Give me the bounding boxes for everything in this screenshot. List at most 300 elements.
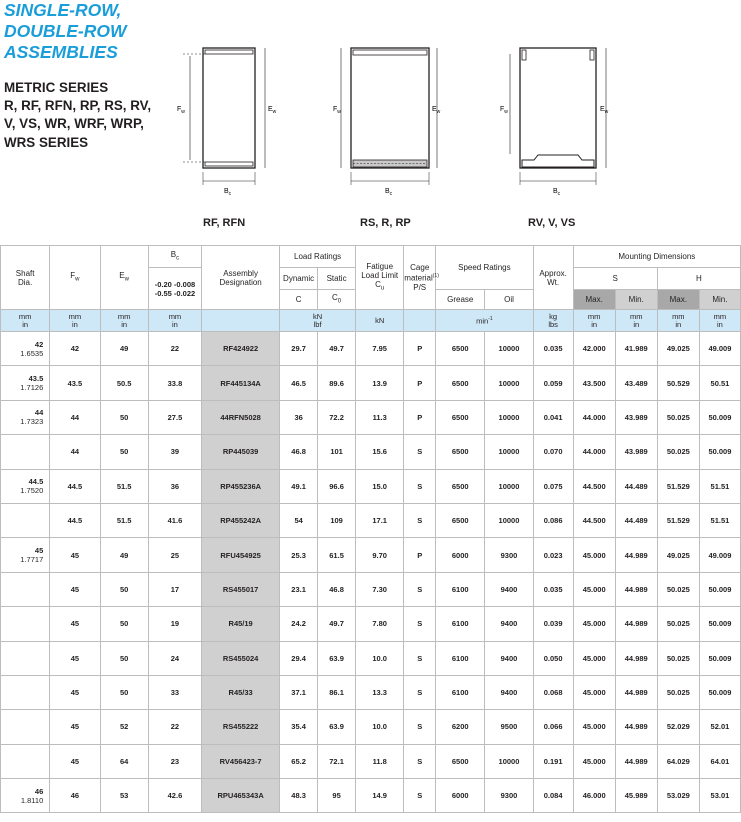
- h-max-cell: 64.029: [657, 744, 699, 778]
- shaft-in: 1.7126: [20, 383, 44, 393]
- table-row: [1, 435, 741, 469]
- unit-ew: [100, 310, 148, 332]
- cage-cell: S: [404, 503, 436, 537]
- unit-h-max: [657, 310, 699, 332]
- col-static: Static: [318, 268, 356, 290]
- table-row: [1, 710, 741, 744]
- fatigue-cell: 10.0: [356, 641, 404, 675]
- h-max-cell: 49.025: [657, 538, 699, 572]
- s-min-cell: 44.489: [615, 503, 657, 537]
- cage-cell: P: [404, 400, 436, 434]
- cage-cell: S: [404, 744, 436, 778]
- col-assembly: [202, 246, 280, 310]
- fw-symbol: F: [70, 270, 76, 280]
- static-cell: 89.6: [318, 366, 356, 400]
- h-min-cell: 49.009: [699, 538, 740, 572]
- ps-label: P/S: [413, 282, 427, 292]
- h-min-cell: 51.51: [699, 503, 740, 537]
- oil-cell: 10000: [485, 744, 533, 778]
- ew-subscript: w: [124, 276, 129, 283]
- grease-cell: 6200: [436, 710, 485, 744]
- ew-cell: 50: [100, 572, 148, 606]
- s-max-cell: 45.000: [573, 744, 615, 778]
- unit-load: [280, 310, 356, 332]
- designation-cell: RF445134A: [202, 366, 280, 400]
- grease-cell: 6500: [436, 435, 485, 469]
- s-min-cell: 43.989: [615, 400, 657, 434]
- fw-cell: 45: [50, 572, 100, 606]
- cage-cell: P: [404, 538, 436, 572]
- oil-cell: 9500: [485, 710, 533, 744]
- bc-cell: 17: [148, 572, 201, 606]
- ew-label: $E_w$: [268, 106, 277, 115]
- designation-cell: R45/19: [202, 607, 280, 641]
- unit-in: in: [717, 319, 723, 329]
- ew-cell: 52: [100, 710, 148, 744]
- dynamic-cell: 29.4: [280, 641, 318, 675]
- shaft-dia-cell: [1, 607, 50, 641]
- cage-cell: S: [404, 710, 436, 744]
- col-grease: Grease: [436, 290, 485, 310]
- bc-cell: 27.5: [148, 400, 201, 434]
- s-min-cell: 44.989: [615, 538, 657, 572]
- series-line-3: V, VS, WR, WRF, WRP,: [4, 116, 144, 132]
- ew-cell: 50: [100, 400, 148, 434]
- bc-cell: 23: [148, 744, 201, 778]
- col-approx-wt: [533, 246, 573, 310]
- bc-label: $B_c$: [553, 188, 561, 197]
- bottom-flange: [205, 162, 253, 166]
- col-shaft-dia: [1, 246, 50, 310]
- static-cell: 95: [318, 779, 356, 813]
- bc-label: $B_c$: [385, 188, 393, 197]
- cage-cell: S: [404, 779, 436, 813]
- col-bc: [148, 246, 201, 268]
- weight-cell: 0.059: [533, 366, 573, 400]
- shaft-in: 1.8110: [20, 795, 44, 805]
- designation-cell: RS455024: [202, 641, 280, 675]
- grease-cell: 6500: [436, 469, 485, 503]
- ew-cell: 50: [100, 641, 148, 675]
- shaft-in: 1.7717: [20, 555, 44, 565]
- footnote-marker: (1): [432, 273, 439, 280]
- s-max-cell: 43.500: [573, 366, 615, 400]
- col-fw: [50, 246, 100, 310]
- col-ew: [100, 246, 148, 310]
- designation-cell: RS455222: [202, 710, 280, 744]
- fw-label: $F_w$: [333, 106, 341, 115]
- s-max-cell: 42.000: [573, 332, 615, 366]
- shaft-dia-cell: [1, 435, 50, 469]
- h-min-cell: 53.01: [699, 779, 740, 813]
- table-row: [1, 538, 741, 572]
- unit-in: in: [172, 319, 178, 329]
- unit-lbf: lbf: [313, 319, 322, 329]
- c0-symbol: C: [332, 292, 338, 302]
- static-cell: 63.9: [318, 710, 356, 744]
- col-cage: [404, 246, 439, 310]
- fatigue-cell: 7.80: [356, 607, 404, 641]
- unit-mm: mm: [587, 311, 601, 321]
- title-line-2: DOUBLE-ROW: [4, 21, 127, 41]
- weight-cell: 0.068: [533, 675, 573, 709]
- unit-fatigue: kN: [356, 310, 404, 332]
- unit-s-max: [573, 310, 615, 332]
- weight-cell: 0.086: [533, 503, 573, 537]
- fatigue-cell: 7.95: [356, 332, 404, 366]
- series-line-4: WRS SERIES: [4, 134, 89, 150]
- outer-ring-outline: [203, 48, 255, 168]
- bc-cell: 19: [148, 607, 201, 641]
- unit-mm: mm: [168, 311, 182, 321]
- bc-cell: 24: [148, 641, 201, 675]
- weight-cell: 0.035: [533, 332, 573, 366]
- col-speed-ratings: Speed Ratings: [436, 246, 534, 290]
- dynamic-cell: 35.4: [280, 710, 318, 744]
- col-load-ratings: Load Ratings: [280, 246, 356, 268]
- oil-cell: 9400: [485, 641, 533, 675]
- bc-cell: 25: [148, 538, 201, 572]
- shaft-dia-cell: [1, 332, 50, 366]
- fw-cell: 45: [50, 744, 100, 778]
- ew-cell: 51.5: [100, 469, 148, 503]
- series-list: [4, 79, 164, 152]
- h-max-cell: 50.025: [657, 400, 699, 434]
- bc-label: $B_c$: [224, 188, 232, 197]
- bc-subscript: c: [176, 255, 180, 262]
- bc-tolerance: [148, 268, 201, 310]
- h-min-cell: 50.009: [699, 435, 740, 469]
- h-min-cell: 50.51: [699, 366, 740, 400]
- shaft-dia-cell: [1, 572, 50, 606]
- unit-mm: mm: [68, 311, 82, 321]
- bc-cell: 33: [148, 675, 201, 709]
- h-max-cell: 51.529: [657, 469, 699, 503]
- h-max-cell: 50.529: [657, 366, 699, 400]
- unit-mm: mm: [629, 311, 643, 321]
- bc-cell: 42.6: [148, 779, 201, 813]
- unit-mm: mm: [117, 311, 131, 321]
- header-row-1: [1, 246, 741, 268]
- h-min-cell: 49.009: [699, 332, 740, 366]
- designation-cell: RFU454925: [202, 538, 280, 572]
- cage-cell: S: [404, 435, 436, 469]
- wt-label: Wt.: [547, 277, 560, 287]
- fatigue-cell: 11.3: [356, 400, 404, 434]
- unit-in: in: [22, 319, 29, 329]
- h-min-cell: 50.009: [699, 400, 740, 434]
- dynamic-cell: 46.5: [280, 366, 318, 400]
- ew-cell: 49: [100, 538, 148, 572]
- table-row: [1, 332, 741, 366]
- oil-cell: 10000: [485, 332, 533, 366]
- s-min-cell: 44.989: [615, 641, 657, 675]
- shaft-mm: 46: [34, 786, 44, 796]
- fw-cell: 42: [50, 332, 100, 366]
- outer-ring-outline: [351, 48, 429, 168]
- designation-cell: RS455017: [202, 572, 280, 606]
- weight-cell: 0.070: [533, 435, 573, 469]
- h-max-cell: 49.025: [657, 332, 699, 366]
- bc-cell: 39: [148, 435, 201, 469]
- bc-tol-2: -0.55 -0.022: [154, 288, 196, 298]
- grease-cell: 6500: [436, 332, 485, 366]
- unit-cage: [404, 310, 436, 332]
- oil-cell: 10000: [485, 469, 533, 503]
- weight-cell: 0.191: [533, 744, 573, 778]
- cage-cell: S: [404, 469, 436, 503]
- static-cell: 101: [318, 435, 356, 469]
- static-cell: 49.7: [318, 607, 356, 641]
- unit-in: in: [591, 319, 598, 329]
- dynamic-cell: 54: [280, 503, 318, 537]
- s-max-cell: 45.000: [573, 641, 615, 675]
- cage-cell: S: [404, 572, 436, 606]
- load-limit-label: Load Limit: [361, 270, 399, 280]
- oil-cell: 10000: [485, 503, 533, 537]
- s-max-cell: 46.000: [573, 779, 615, 813]
- fw-cell: 45: [50, 641, 100, 675]
- bearing-diagram-rv: [500, 40, 615, 195]
- top-flange: [205, 50, 253, 54]
- fw-subscript: w: [75, 276, 80, 283]
- unit-in: in: [121, 319, 128, 329]
- table-row: [1, 675, 741, 709]
- grease-cell: 6000: [436, 779, 485, 813]
- shaft-in: 1.7323: [20, 417, 44, 427]
- cage-cell: S: [404, 675, 436, 709]
- weight-cell: 0.066: [533, 710, 573, 744]
- dynamic-cell: 25.3: [280, 538, 318, 572]
- unit-lbs: lbs: [548, 319, 558, 329]
- fatigue-cell: 9.70: [356, 538, 404, 572]
- cage-cell: P: [404, 366, 436, 400]
- shaft-dia-cell: [1, 366, 50, 400]
- ew-cell: 49: [100, 332, 148, 366]
- table-row: [1, 779, 741, 813]
- oil-cell: 9300: [485, 538, 533, 572]
- static-cell: 46.8: [318, 572, 356, 606]
- weight-cell: 0.023: [533, 538, 573, 572]
- shaft-dia-cell: [1, 503, 50, 537]
- col-oil: Oil: [485, 290, 533, 310]
- table-body: [1, 332, 741, 813]
- top-left-lip: [522, 50, 526, 60]
- bc-symbol: B: [170, 249, 177, 259]
- s-max-cell: 45.000: [573, 710, 615, 744]
- h-max-cell: 51.529: [657, 503, 699, 537]
- oil-cell: 9400: [485, 572, 533, 606]
- weight-cell: 0.075: [533, 469, 573, 503]
- s-min-cell: 45.989: [615, 779, 657, 813]
- grease-cell: 6500: [436, 744, 485, 778]
- shaft-dia-cell: [1, 675, 50, 709]
- oil-cell: 9300: [485, 779, 533, 813]
- designation-cell: RV456423-7: [202, 744, 280, 778]
- bearing-diagram-rs: [333, 40, 443, 195]
- designation-cell: RP455236A: [202, 469, 280, 503]
- table-row: [1, 503, 741, 537]
- fw-cell: 46: [50, 779, 100, 813]
- v-cage-profile: [522, 155, 594, 167]
- s-max-cell: 45.000: [573, 538, 615, 572]
- ew-cell: 50: [100, 435, 148, 469]
- shaft-mm: 45: [34, 546, 44, 556]
- oil-cell: 9400: [485, 675, 533, 709]
- units-row: [1, 310, 741, 332]
- fw-label: $F_w$: [500, 106, 508, 115]
- static-cell: 96.6: [318, 469, 356, 503]
- dynamic-cell: 24.2: [280, 607, 318, 641]
- dynamic-cell: 49.1: [280, 469, 318, 503]
- ew-label: $E_w$: [600, 106, 609, 115]
- h-max-cell: 50.025: [657, 607, 699, 641]
- fw-cell: 44.5: [50, 469, 100, 503]
- oil-cell: 10000: [485, 400, 533, 434]
- fatigue-cell: 13.9: [356, 366, 404, 400]
- cage-label: Cage: [410, 263, 430, 273]
- dyn-symbol: C: [280, 290, 318, 310]
- unit-in: in: [633, 319, 640, 329]
- designation-cell: RP445039: [202, 435, 280, 469]
- ew-label: $E_w$: [432, 106, 441, 115]
- table-row: [1, 400, 741, 434]
- grease-cell: 6100: [436, 607, 485, 641]
- bearing-diagram-rf: [168, 40, 278, 195]
- caption-rf: RF, RFN: [203, 217, 246, 229]
- dia-label: Dia.: [18, 277, 33, 287]
- s-min-cell: 41.989: [615, 332, 657, 366]
- h-max-cell: 50.025: [657, 435, 699, 469]
- s-min-cell: 43.489: [615, 366, 657, 400]
- col-dynamic: Dynamic: [280, 268, 318, 290]
- static-cell: 109: [318, 503, 356, 537]
- ew-cell: 50.5: [100, 366, 148, 400]
- dynamic-cell: 46.8: [280, 435, 318, 469]
- unit-fw: [50, 310, 100, 332]
- s-min-cell: 43.989: [615, 435, 657, 469]
- shaft-mm: 43.5: [28, 374, 44, 384]
- designation-cell: 44RFN5028: [202, 400, 280, 434]
- fw-cell: 44: [50, 400, 100, 434]
- shaft-in: 1.7520: [20, 486, 44, 496]
- cage-cell: S: [404, 607, 436, 641]
- fatigue-cell: 15.0: [356, 469, 404, 503]
- fw-cell: 45: [50, 538, 100, 572]
- unit-shaft: [1, 310, 50, 332]
- col-s: S: [573, 268, 657, 290]
- bc-cell: 22: [148, 710, 201, 744]
- col-h-min: Min.: [699, 290, 740, 310]
- s-max-cell: 45.000: [573, 572, 615, 606]
- s-min-cell: 44.989: [615, 572, 657, 606]
- unit-min-exp: -1: [488, 316, 493, 323]
- material-label: material: [404, 273, 433, 283]
- page-title: [4, 0, 164, 63]
- unit-assembly: [202, 310, 280, 332]
- fw-cell: 44.5: [50, 503, 100, 537]
- unit-speed: [436, 310, 534, 332]
- s-max-cell: 44.000: [573, 435, 615, 469]
- fw-cell: 44: [50, 435, 100, 469]
- s-max-cell: 44.000: [573, 400, 615, 434]
- s-max-cell: 44.500: [573, 503, 615, 537]
- fatigue-cell: 7.30: [356, 572, 404, 606]
- h-min-cell: 52.01: [699, 710, 740, 744]
- unit-kg: kg: [549, 311, 558, 321]
- unit-mm: mm: [713, 311, 727, 321]
- dynamic-cell: 37.1: [280, 675, 318, 709]
- grease-cell: 6100: [436, 675, 485, 709]
- oil-cell: 10000: [485, 366, 533, 400]
- weight-cell: 0.084: [533, 779, 573, 813]
- shaft-mm: 44: [34, 408, 44, 418]
- static-cell: 61.5: [318, 538, 356, 572]
- unit-kn: kN: [313, 311, 323, 321]
- h-min-cell: 51.51: [699, 469, 740, 503]
- unit-in: in: [675, 319, 682, 329]
- assembly-label: Assembly: [223, 268, 258, 278]
- title-line-1: SINGLE-ROW,: [4, 0, 122, 20]
- s-min-cell: 44.989: [615, 675, 657, 709]
- approx-label: Approx.: [539, 268, 567, 278]
- ew-cell: 50: [100, 675, 148, 709]
- static-cell: 72.1: [318, 744, 356, 778]
- table-row: [1, 641, 741, 675]
- fatigue-cell: 14.9: [356, 779, 404, 813]
- shaft-dia-cell: [1, 538, 50, 572]
- shaft-mm: 42: [34, 339, 44, 349]
- s-max-cell: 44.500: [573, 469, 615, 503]
- h-min-cell: 50.009: [699, 607, 740, 641]
- shaft-dia-cell: [1, 469, 50, 503]
- oil-cell: 10000: [485, 435, 533, 469]
- unit-min: min: [476, 316, 489, 326]
- shaft-mm: 44.5: [28, 477, 44, 487]
- ew-symbol: E: [119, 270, 125, 280]
- fw-cell: 45: [50, 710, 100, 744]
- grease-cell: 6100: [436, 572, 485, 606]
- h-max-cell: 53.029: [657, 779, 699, 813]
- designation-cell: R45/33: [202, 675, 280, 709]
- h-min-cell: 50.009: [699, 641, 740, 675]
- shaft-label: Shaft: [15, 268, 35, 278]
- cu-symbol: C: [375, 279, 381, 289]
- bc-cell: 33.8: [148, 366, 201, 400]
- stat-symbol: [318, 290, 356, 310]
- table-row: [1, 744, 741, 778]
- designation-cell: RF424922: [202, 332, 280, 366]
- h-max-cell: 50.025: [657, 675, 699, 709]
- s-min-cell: 44.489: [615, 469, 657, 503]
- cage-cell: S: [404, 641, 436, 675]
- static-cell: 72.2: [318, 400, 356, 434]
- shaft-dia-cell: [1, 710, 50, 744]
- dynamic-cell: 65.2: [280, 744, 318, 778]
- static-cell: 63.9: [318, 641, 356, 675]
- s-max-cell: 45.000: [573, 675, 615, 709]
- cage-cell: P: [404, 332, 436, 366]
- oil-cell: 9400: [485, 607, 533, 641]
- dynamic-cell: 36: [280, 400, 318, 434]
- dynamic-cell: 48.3: [280, 779, 318, 813]
- unit-bc: [148, 310, 201, 332]
- s-min-cell: 44.989: [615, 744, 657, 778]
- bc-cell: 36: [148, 469, 201, 503]
- top-right-lip: [590, 50, 594, 60]
- fw-cell: 43.5: [50, 366, 100, 400]
- dynamic-cell: 29.7: [280, 332, 318, 366]
